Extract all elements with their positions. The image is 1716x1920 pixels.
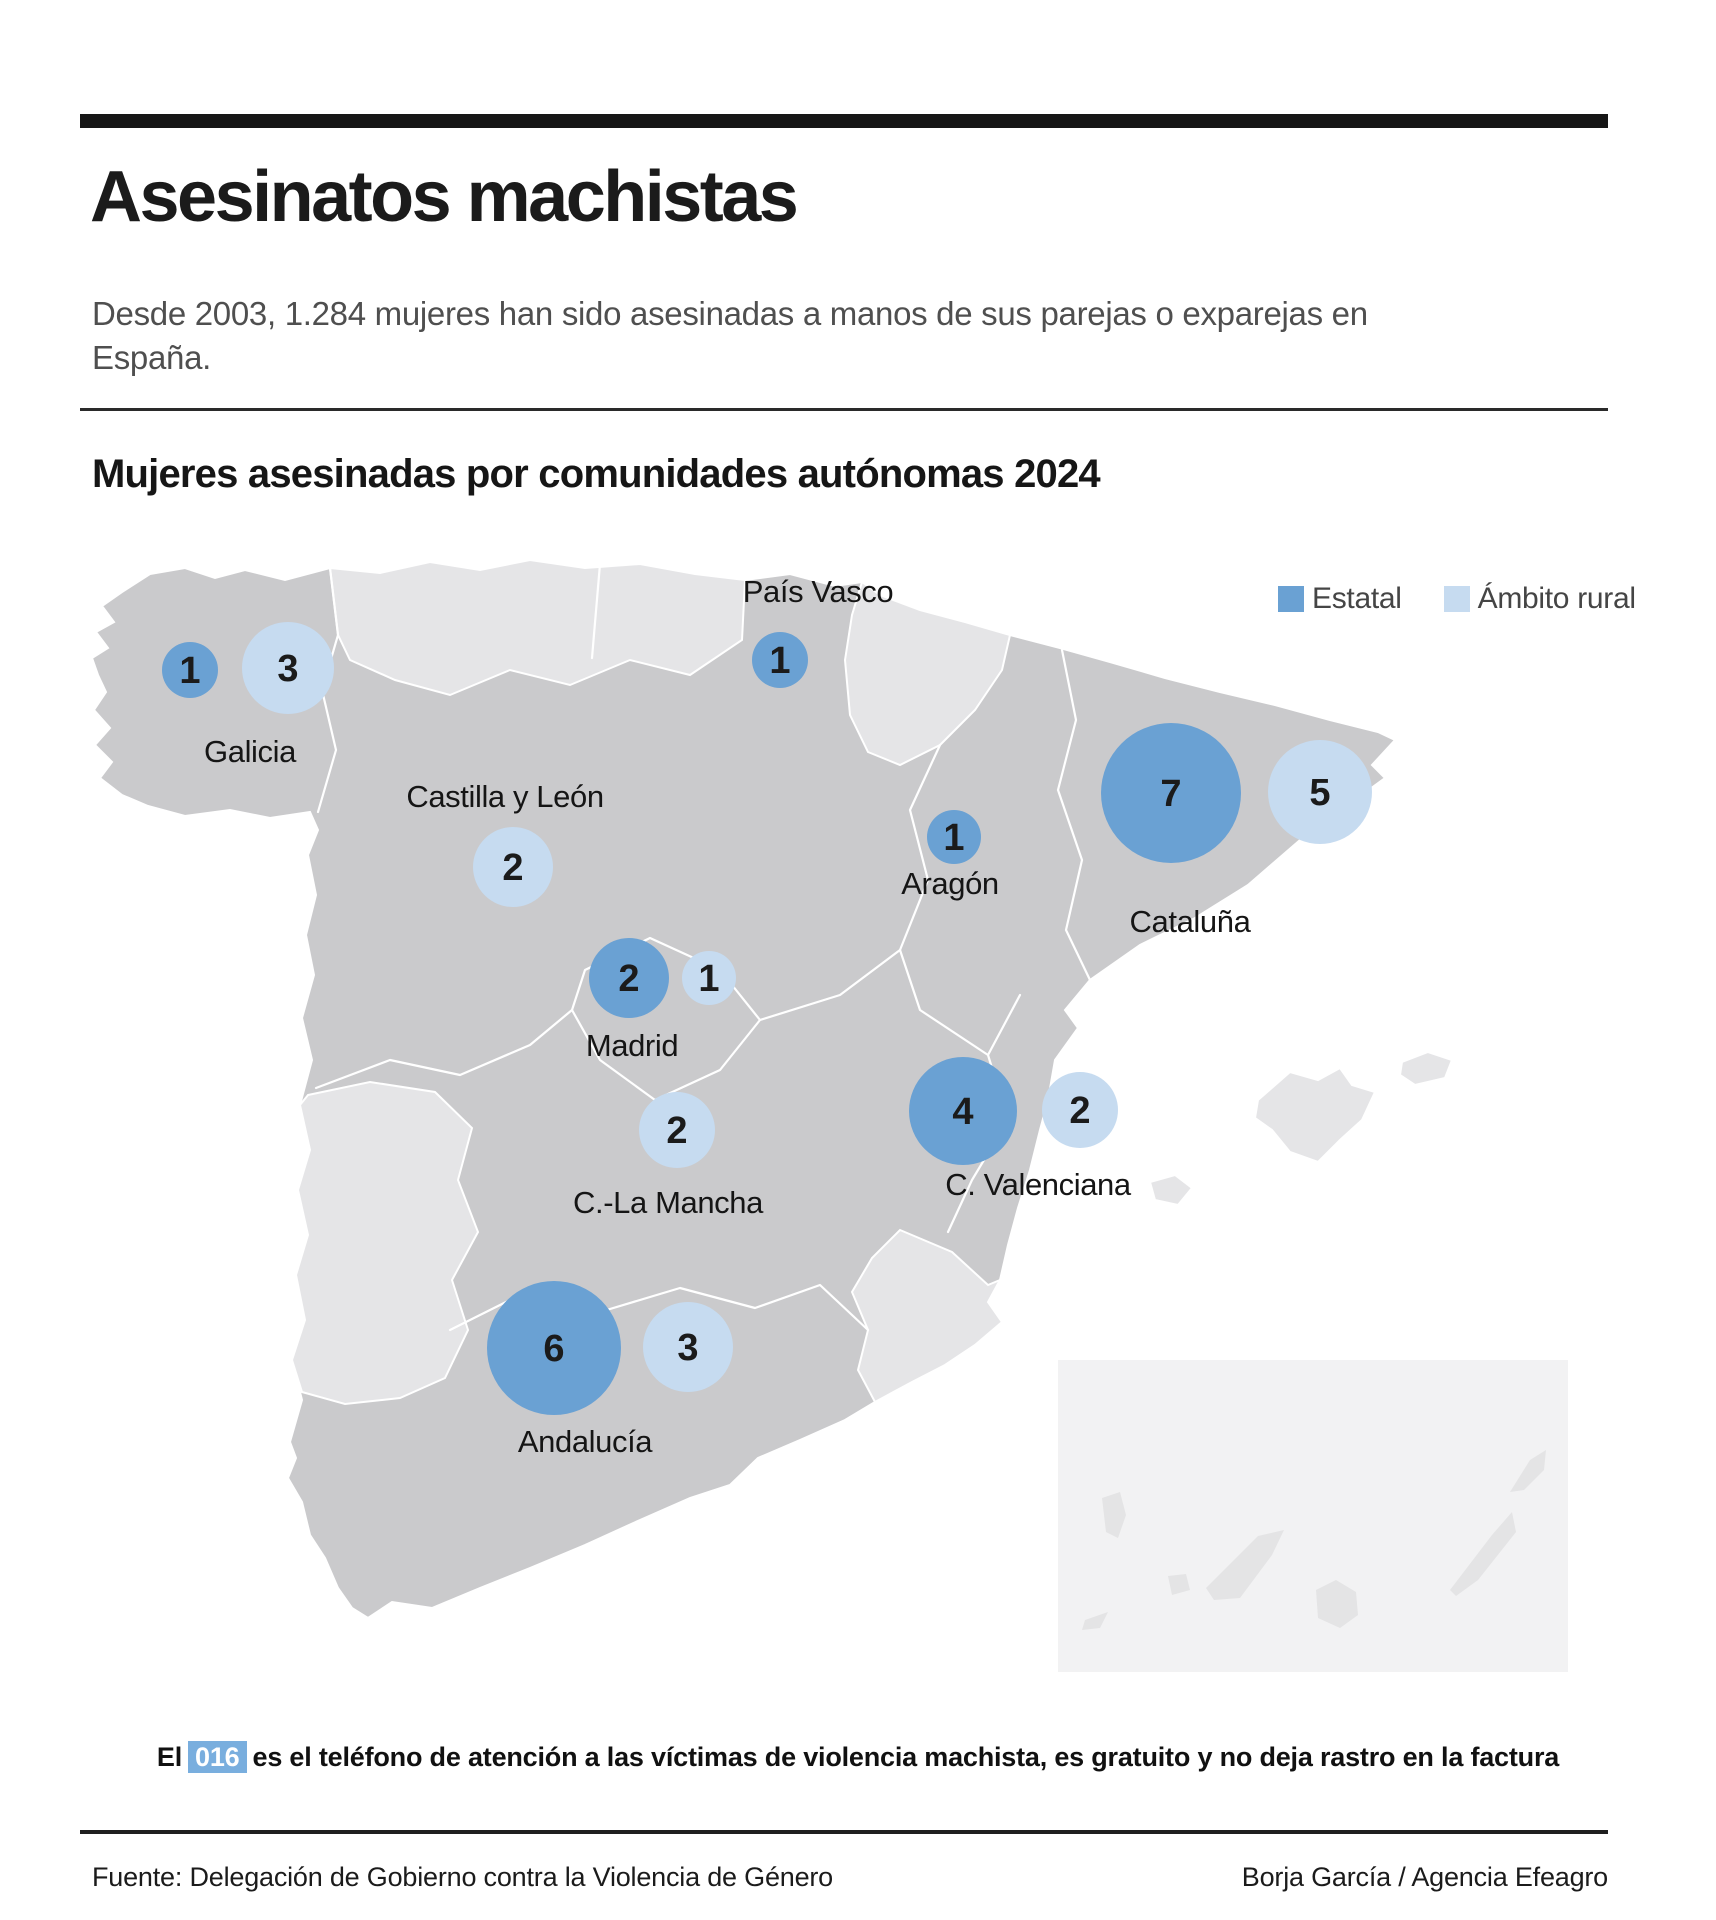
- chart-title: Mujeres asesinadas por comunidades autónomas 2024: [92, 452, 1100, 496]
- page-title: Asesinatos machistas: [90, 157, 797, 237]
- bubble-galicia-rural: [242, 622, 334, 714]
- svg-text:6: 6: [543, 1328, 565, 1370]
- region-ibiza: [1150, 1175, 1192, 1205]
- region-mallorca: [1255, 1068, 1375, 1162]
- svg-text:2: 2: [1069, 1090, 1091, 1132]
- legend-label-rural: Ámbito rural: [1477, 582, 1636, 615]
- footer: [92, 1862, 1608, 1893]
- bubble-cataluna-rural: [1268, 740, 1372, 844]
- svg-text:3: 3: [277, 648, 299, 690]
- bubble-galicia-estatal: [162, 642, 218, 698]
- canary-islands-inset: [1058, 1360, 1568, 1672]
- bubble-andalucia-estatal: [487, 1281, 621, 1415]
- bubble-valenciana-rural: [1042, 1072, 1118, 1148]
- label-andalucia: Andalucía: [517, 1424, 653, 1459]
- divider-top: [80, 408, 1608, 411]
- page-subtitle: Desde 2003, 1.284 mujeres han sido asesinadas a manos de sus parejas o exparejas en España.: [92, 295, 1368, 376]
- svg-text:1: 1: [769, 640, 791, 682]
- note-prefix: El: [156, 1742, 183, 1772]
- bubble-castillayleon-rural: [473, 827, 553, 907]
- source-credit: Fuente: Delegación de Gobierno contra la Violencia de Género: [92, 1862, 833, 1892]
- bubble-cataluna-estatal: [1101, 723, 1241, 863]
- svg-text:2: 2: [618, 958, 640, 1000]
- spain-map: [0, 540, 1716, 1720]
- top-black-bar: [80, 114, 1608, 128]
- label-paisvasco: País Vasco: [742, 574, 894, 609]
- svg-text:1: 1: [943, 817, 965, 859]
- region-menorca: [1400, 1052, 1452, 1085]
- bubble-clamancha-rural: [639, 1092, 715, 1168]
- label-madrid: Madrid: [585, 1028, 679, 1063]
- svg-text:7: 7: [1160, 773, 1182, 815]
- canary-inset-box: [1058, 1360, 1568, 1672]
- label-aragon: Aragón: [901, 866, 999, 901]
- divider-bottom: [80, 1830, 1608, 1834]
- legend-label-estatal: Estatal: [1312, 582, 1402, 615]
- svg-text:2: 2: [502, 847, 524, 889]
- bubble-madrid-rural: [682, 951, 736, 1005]
- bubble-paisvasco-estatal: [752, 632, 808, 688]
- helpline-note: [0, 1742, 1716, 1773]
- label-clamancha: C.-La Mancha: [573, 1185, 763, 1220]
- bubble-madrid-estatal: [589, 938, 669, 1018]
- note-text: es el teléfono de atención a las víctimas de violencia machista, es gratuito y no deja rastro en la factura: [252, 1742, 1560, 1772]
- author-credit: Borja García / Agencia Efeagro: [1241, 1862, 1608, 1892]
- region-extremadura: [292, 1082, 478, 1404]
- svg-text:1: 1: [698, 958, 720, 1000]
- bubble-andalucia-rural: [643, 1302, 733, 1392]
- svg-text:1: 1: [179, 650, 201, 692]
- bubble-aragon-estatal: [927, 810, 981, 864]
- svg-text:2: 2: [666, 1110, 688, 1152]
- helpline-number-badge: 016: [188, 1741, 246, 1773]
- bubble-valenciana-estatal: [909, 1057, 1017, 1165]
- svg-text:3: 3: [677, 1327, 699, 1369]
- label-galicia: Galicia: [204, 734, 296, 769]
- label-castillayleon: Castilla y León: [406, 779, 604, 814]
- svg-text:5: 5: [1309, 772, 1331, 814]
- label-cataluna: Cataluña: [1129, 904, 1251, 939]
- label-valenciana: C. Valenciana: [945, 1167, 1131, 1202]
- spain-map-svg: [0, 540, 1716, 1720]
- svg-text:4: 4: [952, 1091, 974, 1133]
